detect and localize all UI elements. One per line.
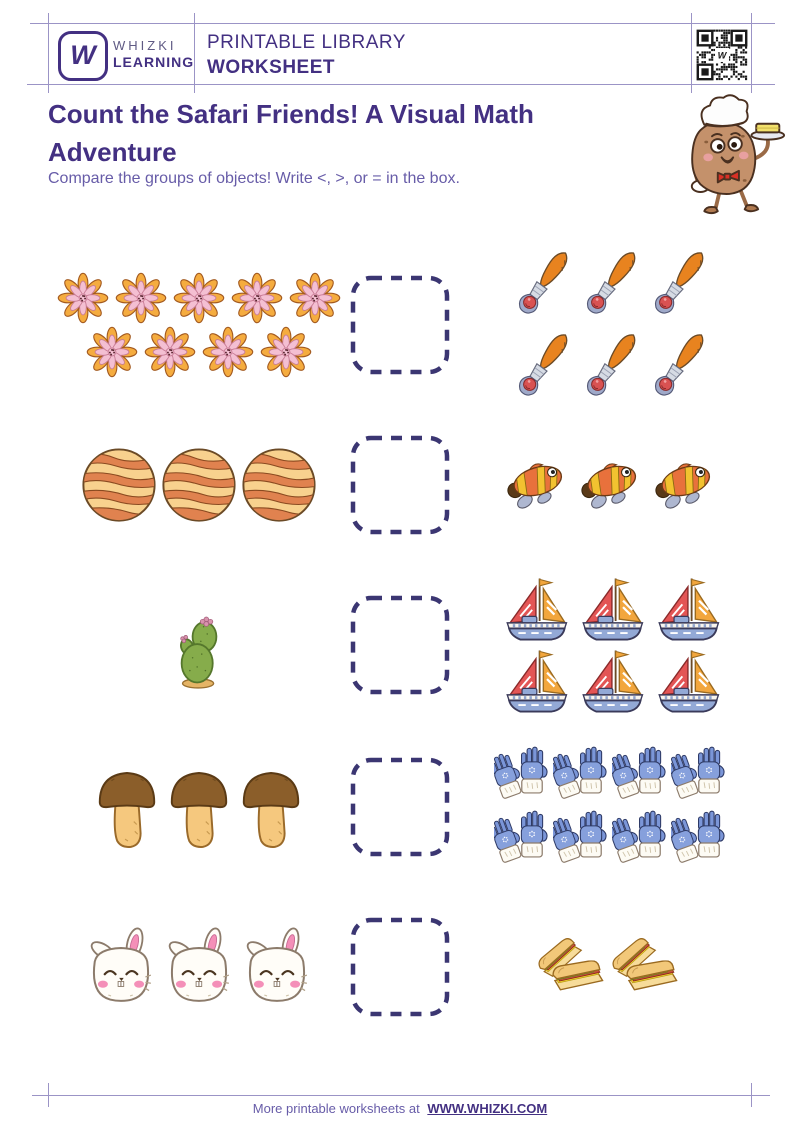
sailboat-icon [574, 646, 648, 716]
row5-left-group [55, 887, 343, 1047]
gloves-icon [553, 744, 610, 806]
row3-right-group [486, 565, 736, 725]
brand-text [113, 38, 194, 72]
answer-box-row3[interactable] [350, 595, 450, 695]
clownfish-icon [649, 453, 721, 517]
planet-icon [80, 446, 158, 524]
row5-right-group [486, 887, 736, 1047]
flower-icon [84, 326, 140, 378]
crop-mark [48, 13, 49, 93]
sailboat-icon [498, 646, 572, 716]
gloves-icon [671, 808, 728, 870]
sailboat-icon [498, 574, 572, 644]
flower-icon [287, 272, 343, 324]
flower-icon [55, 272, 111, 324]
gloves-icon [612, 744, 669, 806]
mushroom-icon [236, 763, 306, 851]
planet-icon [160, 446, 238, 524]
whizki-logo [58, 31, 108, 81]
mushroom-icon [92, 763, 162, 851]
clownfish-icon [501, 453, 573, 517]
page-instructions: Compare the groups of objects! Write <, >, or = in the box. [48, 170, 460, 187]
row2-right-group [486, 405, 736, 565]
clownfish-icon [575, 453, 647, 517]
paintbrush-icon [646, 326, 712, 406]
flower-icon [142, 326, 198, 378]
answer-box-row1[interactable] [350, 275, 450, 375]
logo-w-icon: W [70, 39, 96, 70]
gloves-icon [612, 808, 669, 870]
flower-icon [113, 272, 169, 324]
gloves-icon [553, 808, 610, 870]
row4-right-group [486, 727, 736, 887]
sailboat-icon [650, 646, 724, 716]
brand-subname: LEARNING [113, 54, 195, 71]
crop-mark [30, 23, 775, 24]
gloves-icon [494, 744, 551, 806]
paintbrush-icon [510, 244, 576, 324]
planet-icon [240, 446, 318, 524]
header-divider [194, 13, 195, 93]
qr-code-icon [695, 28, 749, 82]
crop-mark [27, 84, 775, 85]
svg-text:W: W [717, 50, 727, 61]
row4-left-group [55, 727, 343, 887]
paintbrush-icon [578, 326, 644, 406]
footer-divider [32, 1095, 770, 1096]
gloves-icon [494, 808, 551, 870]
gloves-icon [671, 744, 728, 806]
flower-icon [258, 326, 314, 378]
doc-type-label: WORKSHEET [207, 56, 335, 78]
bunny-icon [161, 925, 237, 1009]
answer-box-row5[interactable] [350, 917, 450, 1017]
answer-box-row2[interactable] [350, 435, 450, 535]
answer-box-row4[interactable] [350, 757, 450, 857]
header-titles [207, 31, 406, 80]
row3-left-group [55, 565, 343, 725]
footer-text: More printable worksheets at [252, 1101, 420, 1116]
row1-left-group [55, 245, 343, 405]
flower-icon [200, 326, 256, 378]
footer [0, 1101, 800, 1116]
paintbrush-icon [578, 244, 644, 324]
crop-mark [751, 13, 752, 93]
flower-icon [229, 272, 285, 324]
sandwich-icon [612, 937, 684, 997]
footer-link[interactable]: WWW.WHIZKI.COM [427, 1101, 548, 1116]
bunny-icon [239, 925, 315, 1009]
paintbrush-icon [646, 244, 712, 324]
bunny-icon [83, 925, 159, 1009]
mushroom-icon [164, 763, 234, 851]
brand-name: WHIZKI [113, 38, 177, 53]
sandwich-icon [538, 937, 610, 997]
page-title: Count the Safari Friends! A Visual Math Adventure [48, 99, 534, 167]
row2-left-group [55, 405, 343, 565]
sailboat-icon [650, 574, 724, 644]
sailboat-icon [574, 574, 648, 644]
potato-chef-mascot-icon [632, 92, 792, 217]
flower-icon [171, 272, 227, 324]
row1-right-group [486, 245, 736, 405]
cactus-icon [167, 596, 231, 694]
library-kicker: PRINTABLE LIBRARY [207, 32, 406, 53]
paintbrush-icon [510, 326, 576, 406]
crop-mark [691, 13, 692, 93]
